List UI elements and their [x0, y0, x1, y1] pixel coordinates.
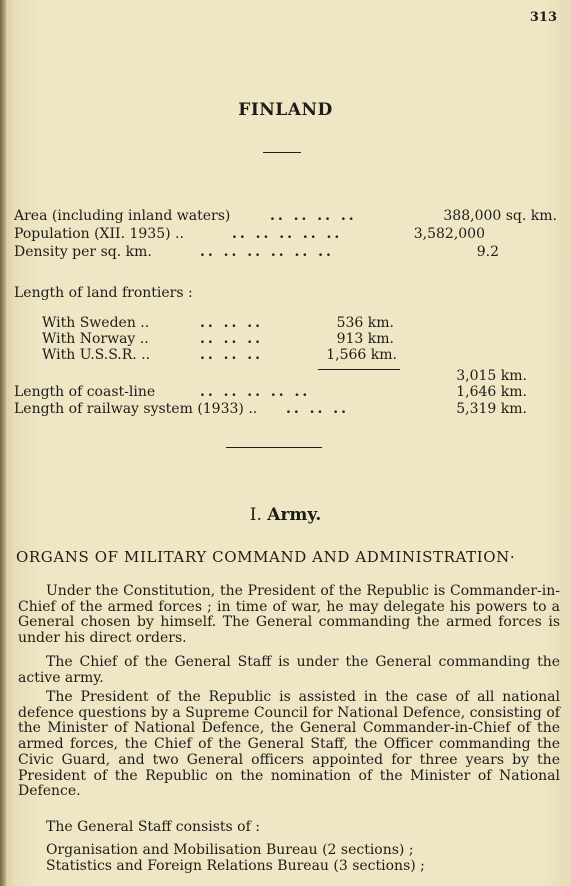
leader-dots: .. .. .. — [200, 331, 263, 347]
section-heading — [0, 505, 571, 525]
frontier-total-value: 3,015 km. — [456, 368, 527, 384]
page-spine-shadow — [0, 0, 6, 886]
title-divider — [263, 152, 301, 153]
leader-dots: .. .. .. .. .. — [232, 226, 343, 242]
stat-value: 388,000 sq. km. — [443, 208, 557, 224]
leader-dots: .. .. .. — [200, 347, 263, 363]
staff-item: Organisation and Mobilisation Bureau (2 sections) ; — [46, 842, 414, 858]
stat-label: Density per sq. km. — [14, 244, 152, 260]
staff-item: Statistics and Foreign Relations Bureau (3 sections) ; — [46, 858, 425, 874]
section-number: I. — [249, 505, 262, 525]
stat-value: 9.2 — [476, 244, 499, 260]
leader-dots: .. .. .. — [200, 315, 263, 331]
stat-label: Population (XII. 1935) .. — [14, 226, 184, 242]
paragraph-general-staff: The General Staff consists of : — [46, 819, 260, 835]
leader-dots: .. .. .. — [286, 401, 349, 417]
organs-heading: ORGANS OF MILITARY COMMAND AND ADMINISTRATION· — [16, 548, 516, 566]
section-divider — [226, 447, 322, 448]
stat-value: 3,582,000 — [413, 226, 485, 242]
page-number: 313 — [529, 10, 557, 25]
frontiers-heading-text: Length of land frontiers : — [14, 285, 193, 301]
frontier-value: 536 km. — [336, 315, 394, 331]
frontier-value: 1,566 km. — [326, 347, 397, 363]
frontier-label: With Norway .. — [42, 331, 149, 347]
frontier-sum-rule — [318, 369, 400, 370]
leader-dots: .. .. .. .. .. .. — [200, 244, 334, 260]
frontier-label: With Sweden .. — [42, 315, 150, 331]
length-label: Length of coast-line — [14, 384, 156, 400]
section-name: Army. — [267, 505, 322, 525]
paragraph-constitution: Under the Constitution, the President of the Republic is Commander-in-Chief of the armed forces ; in time of war, he may delegate his powers to a General chosen by himself. The General commanding the armed forces is under his direct orders. — [18, 583, 560, 647]
paragraph-chief-of-staff: The Chief of the General Staff is under the General commanding the active army. — [18, 654, 560, 686]
length-label: Length of railway system (1933) .. — [14, 401, 258, 417]
stat-label: Area (including inland waters) — [14, 208, 231, 224]
leader-dots: .. .. .. .. — [270, 208, 357, 224]
frontier-value: 913 km. — [336, 331, 394, 347]
paragraph-supreme-council: The President of the Republic is assisted in the case of all national defence questions by a Supreme Council for National Defence, consisting of the Minister of National Defence, the General Commander-in-Chief of the armed forces, the Chief of the General Staff, the Officer commanding the Civic Guard, and two General officers appointed for three years by the President of the Republic on the nomination of the Minister of National Defence. — [18, 689, 560, 800]
country-title: FINLAND — [238, 100, 333, 120]
length-value: 5,319 km. — [456, 401, 527, 417]
frontier-label: With U.S.S.R. .. — [42, 347, 151, 363]
length-value: 1,646 km. — [456, 384, 527, 400]
leader-dots: .. .. .. .. .. — [200, 384, 311, 400]
